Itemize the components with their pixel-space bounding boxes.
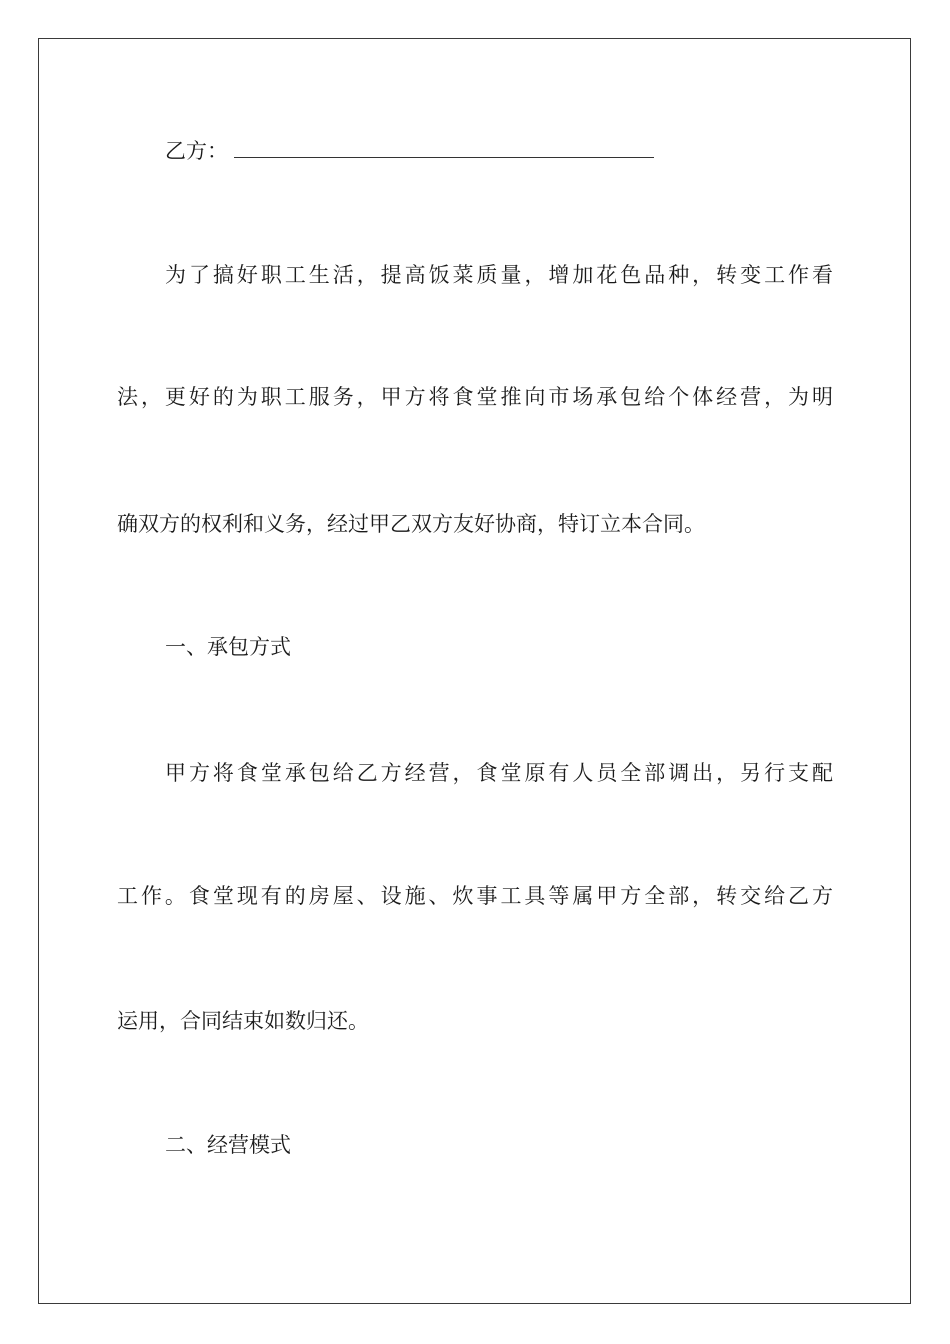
paragraph1-line3: 确双方的权利和义务，经过甲乙双方友好协商，特订立本合同。 bbox=[117, 512, 705, 536]
section1-heading: 一、承包方式 bbox=[165, 635, 291, 659]
paragraph2-line2: 工作。食堂现有的房屋、设施、炊事工具等属甲方全部，转交给乙方 bbox=[117, 884, 833, 908]
party-b-row bbox=[165, 136, 833, 166]
party-b-blank-line bbox=[234, 156, 654, 158]
paragraph2-line1: 甲方将食堂承包给乙方经营，食堂原有人员全部调出，另行支配 bbox=[165, 761, 833, 785]
paragraph2-line3: 运用，合同结束如数归还。 bbox=[117, 1009, 369, 1033]
page-border bbox=[38, 38, 911, 1304]
paragraph1-line2: 法，更好的为职工服务，甲方将食堂推向市场承包给个体经营，为明 bbox=[117, 385, 833, 409]
paragraph1-line1: 为了搞好职工生活，提高饭菜质量，增加花色品种，转变工作看 bbox=[165, 263, 833, 287]
party-b-label: 乙方： bbox=[165, 139, 228, 163]
section2-heading: 二、经营模式 bbox=[165, 1133, 291, 1157]
